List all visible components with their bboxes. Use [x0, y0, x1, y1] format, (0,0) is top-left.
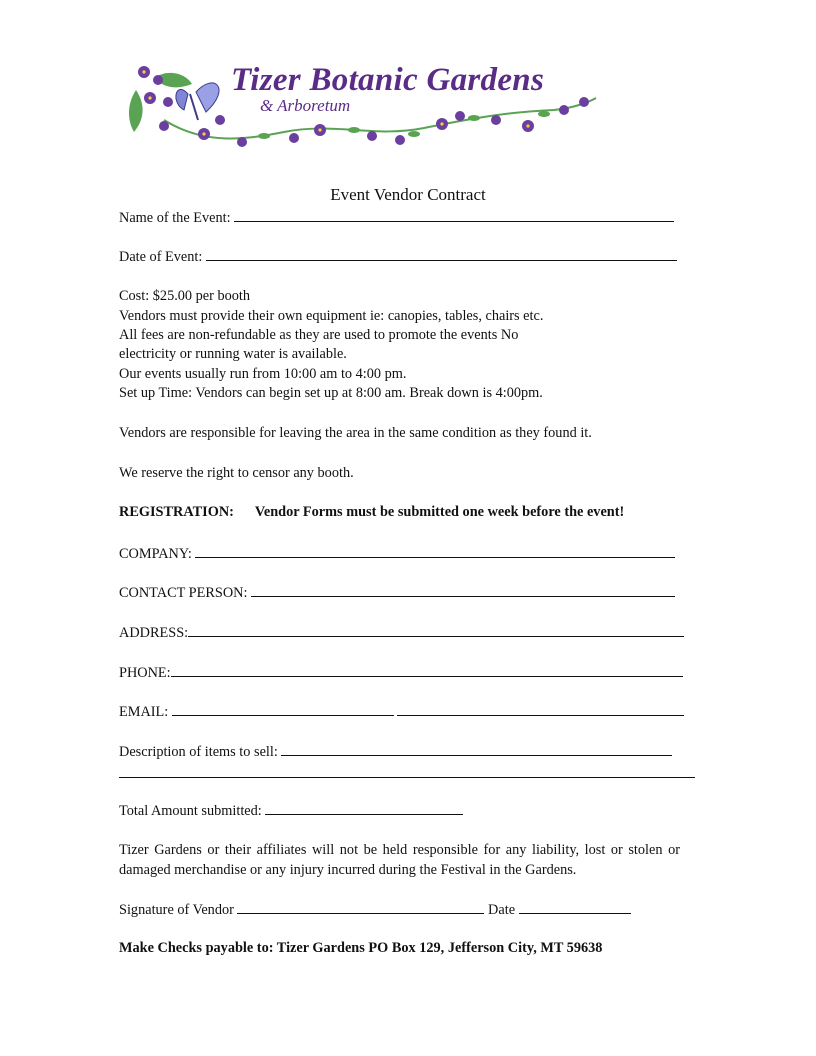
signature-row: [119, 900, 631, 919]
address-field: [119, 623, 684, 642]
event-name-field: [119, 208, 674, 227]
signature-blank[interactable]: [237, 900, 484, 914]
phone-label: PHONE:: [119, 665, 171, 681]
event-name-blank[interactable]: [234, 208, 674, 222]
description-field: [119, 742, 672, 761]
liability-disclaimer: Tizer Gardens or their affiliates will not be held responsible for any liability, lost or stolen or damaged merchandise or any injury incurred during the Festival in the Gardens.: [119, 842, 680, 878]
date-blank[interactable]: [519, 900, 631, 914]
description-blank-line-2[interactable]: [119, 777, 695, 778]
company-label: COMPANY:: [119, 546, 192, 562]
electricity-text: electricity or running water is available.: [119, 346, 347, 362]
company-field: [119, 544, 675, 563]
email-label: EMAIL:: [119, 704, 169, 720]
event-date-label: Date of Event:: [119, 249, 203, 265]
logo-subtitle: & Arboretum: [260, 96, 351, 115]
hours-text: Our events usually run from 10:00 am to 4:00 pm.: [119, 366, 407, 382]
description-blank[interactable]: [281, 742, 672, 756]
event-date-field: [119, 247, 677, 266]
email-blank-2[interactable]: [397, 702, 684, 716]
signature-label: Signature of Vendor: [119, 902, 234, 918]
logo-name: Tizer Botanic Gardens: [231, 62, 545, 98]
event-name-label: Name of the Event:: [119, 210, 231, 226]
payment-instructions: Make Checks payable to: Tizer Gardens PO Box 129, Jefferson City, MT 59638: [119, 940, 603, 956]
phone-field: [119, 663, 683, 682]
cost-text: Cost: $25.00 per booth: [119, 288, 251, 304]
censor-text: We reserve the right to censor any booth.: [119, 465, 354, 481]
equipment-text: Vendors must provide their own equipment ie: canopies, tables, chairs etc.: [119, 308, 544, 324]
description-label: Description of items to sell:: [119, 744, 278, 760]
garden-logo: [124, 50, 604, 158]
date-label: Date: [488, 902, 516, 918]
registration-notice: [119, 503, 624, 521]
email-field: [119, 702, 684, 721]
page-title: Event Vendor Contract: [330, 185, 486, 204]
total-label: Total Amount submitted:: [119, 803, 262, 819]
contact-field: [119, 583, 675, 602]
fees-text: All fees are non-refundable as they are used to promote the events No: [119, 327, 519, 343]
setup-text: Set up Time: Vendors can begin set up at 8:00 am. Break down is 4:00pm.: [119, 385, 543, 401]
email-blank-1[interactable]: [172, 702, 394, 716]
contact-label: CONTACT PERSON:: [119, 585, 248, 601]
total-blank[interactable]: [265, 801, 463, 815]
registration-deadline: Vendor Forms must be submitted one week before the event!: [254, 504, 625, 520]
address-label: ADDRESS:: [119, 625, 189, 641]
company-blank[interactable]: [195, 544, 675, 558]
total-field: [119, 801, 463, 820]
registration-label: REGISTRATION:: [119, 504, 234, 520]
phone-blank[interactable]: [171, 663, 683, 677]
contact-blank[interactable]: [251, 583, 675, 597]
address-blank[interactable]: [188, 623, 684, 637]
responsibility-text: Vendors are responsible for leaving the area in the same condition as they found it.: [119, 425, 592, 441]
event-date-blank[interactable]: [206, 247, 677, 261]
